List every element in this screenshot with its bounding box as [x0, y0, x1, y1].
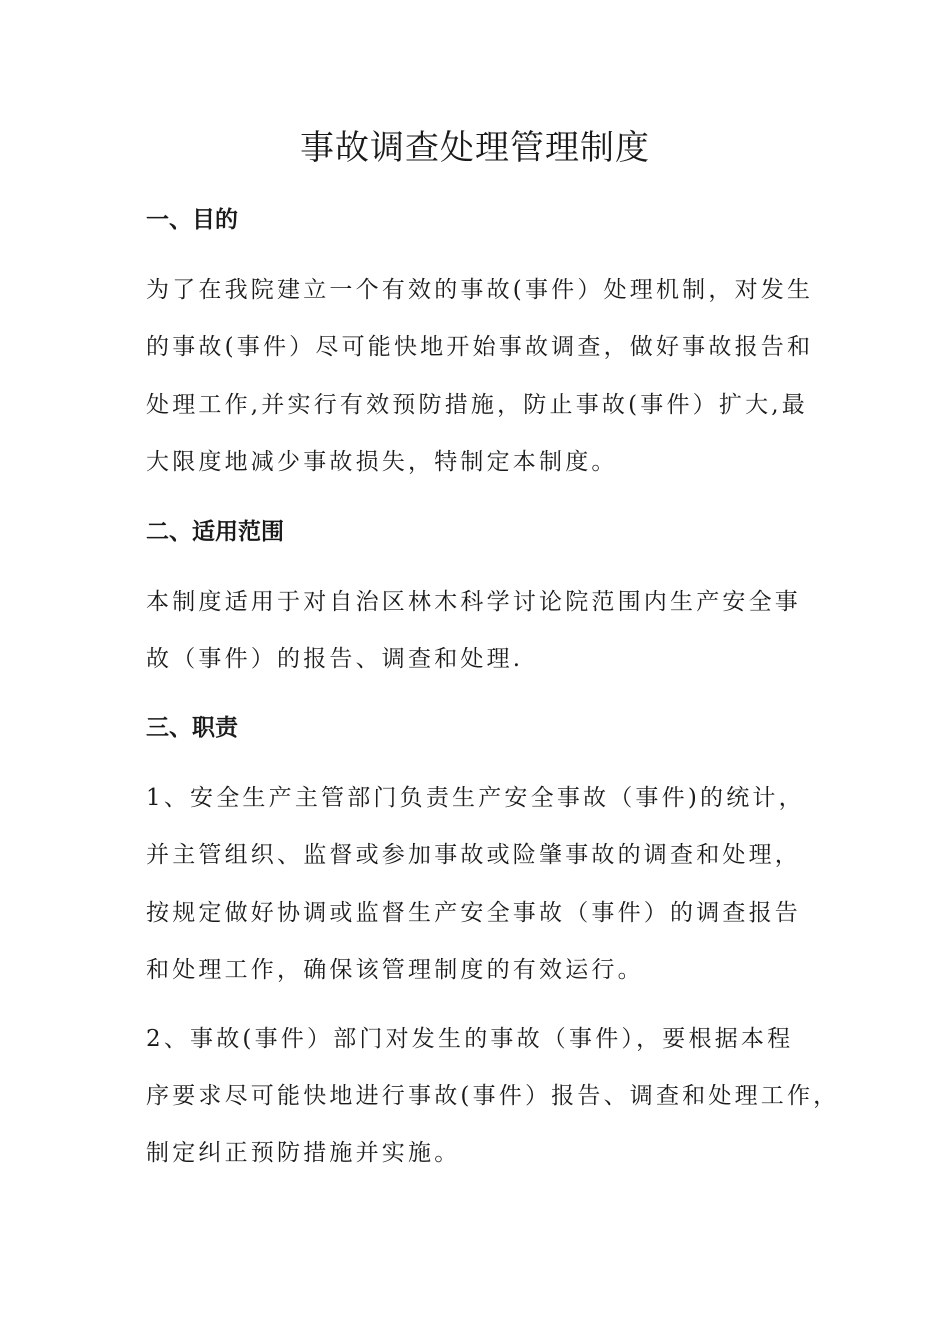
- paragraph-line: 本制度适用于对自治区林木科学讨论院范围内生产安全事: [146, 589, 801, 615]
- section-heading-scope: 二、适用范围: [146, 519, 284, 545]
- paragraph-line: 按规定做好协调或监督生产安全事故（事件）的调查报告: [146, 900, 801, 926]
- paragraph-line: 大限度地减少事故损失，特制定本制度。: [146, 449, 618, 475]
- paragraph-line: 1、安全生产主管部门负责生产安全事故（事件)的统计，: [146, 785, 805, 811]
- section-heading-purpose: 一、目的: [146, 207, 238, 233]
- paragraph-line: 制定纠正预防措施并实施。: [146, 1140, 461, 1166]
- paragraph-line: 为了在我院建立一个有效的事故(事件）处理机制，对发生: [146, 277, 814, 303]
- paragraph-line: 和处理工作，确保该管理制度的有效运行。: [146, 957, 644, 983]
- paragraph-line: 序要求尽可能快地进行事故(事件）报告、调查和处理工作，: [146, 1083, 840, 1109]
- paragraph-line: 故（事件）的报告、调查和处理.: [146, 646, 524, 672]
- section-heading-responsibilities: 三、职责: [146, 715, 238, 741]
- paragraph-line: 2、事故(事件）部门对发生的事故（事件），要根据本程: [146, 1026, 794, 1052]
- document-title: 事故调查处理管理制度: [300, 128, 650, 168]
- paragraph-line: 并主管组织、监督或参加事故或险肇事故的调查和处理，: [146, 842, 801, 868]
- paragraph-line: 处理工作,并实行有效预防措施，防止事故(事件）扩大,最: [146, 392, 808, 418]
- paragraph-line: 的事故(事件）尽可能快地开始事故调查，做好事故报告和: [146, 334, 814, 360]
